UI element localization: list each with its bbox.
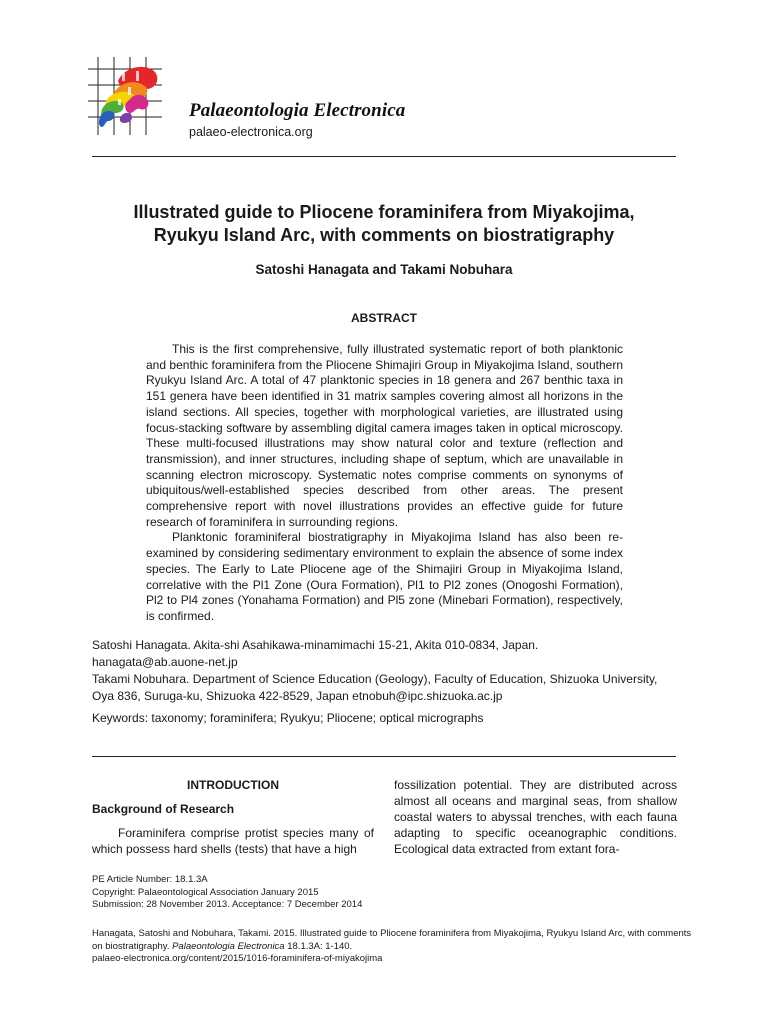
- article-authors: Satoshi Hanagata and Takami Nobuhara: [255, 262, 513, 277]
- article-title-line: Ryukyu Island Arc, with comments on biostratigraphy: [153, 225, 615, 245]
- citation-text: 18.1.3A: 1-140.: [284, 940, 353, 952]
- article-number: PE Article Number: 18.1.3A: [92, 874, 208, 885]
- article-metadata: [92, 874, 362, 912]
- abstract-paragraph: Planktonic foraminiferal biostratigraphy in Miyakojima Island has also been reexamined by considering sedimentary environment to explain the absence of some index species. The Early to Late Pliocene age of the Shimajiri Group in Miyakojima Island, correlative with the Pl1 Zone (Oura Formation), Pl1 to Pl2 zones (Onogoshi Formation), Pl2 to Pl4 zones (Yonahama Formation) and Pl5 zone (Minebari Formation), respectively, is confirmed.: [146, 530, 623, 623]
- affiliation-email[interactable]: hanagata@ab.auone-net.jp: [92, 655, 238, 669]
- body-column-right: [394, 777, 677, 857]
- journal-name: Palaeontologia Electronica: [189, 100, 406, 121]
- copyright: Copyright: Palaeontological Association January 2015: [92, 886, 319, 898]
- article-title: [92, 201, 676, 247]
- affiliation-line: Takami Nobuhara. Department of Science Education (Geology), Faculty of Education, Shizuoka University,: [92, 672, 658, 686]
- body-paragraph: Foraminifera comprise protist species many of which possess hard shells (tests) that have a high: [92, 826, 374, 856]
- citation-journal: Palaeontologia Electronica: [172, 940, 285, 952]
- section-divider: [92, 756, 676, 757]
- body-paragraph: fossilization potential. They are distributed across almost all oceans and marginal seas, from shallow coastal waters to abyssal trenches, with each fauna adapting to specific oceanographic conditions. Ecological data extracted from extant fora-: [394, 778, 677, 856]
- submission-dates: Submission: 28 November 2013. Acceptance: 7 December 2014: [92, 899, 363, 910]
- abstract-heading: ABSTRACT: [351, 311, 417, 325]
- journal-url[interactable]: palaeo-electronica.org: [189, 125, 313, 139]
- background-heading: Background of Research: [92, 802, 235, 816]
- article-title-line: Illustrated guide to Pliocene foraminifera from Miyakojima,: [133, 202, 635, 222]
- affiliation-line: Satoshi Hanagata. Akita-shi Asahikawa-minamimachi 15-21, Akita 010-0834, Japan.: [92, 638, 539, 652]
- citation-text: Hanagata, Satoshi and Nobuhara, Takami. 2015. Illustrated guide to Pliocene foraminifera from Miyakojima, Ryukyu Island Arc, with comments on biostratigraphy.: [92, 928, 692, 952]
- keywords: Keywords: taxonomy; foraminifera; Ryukyu; Pliocene; optical micrographs: [92, 711, 484, 725]
- abstract-paragraph: This is the first comprehensive, fully illustrated systematic report of both planktonic and benthic foraminifera from the Pliocene Shimajiri Group in Miyakojima Island, southern Ryukyu Island Arc. A total of 47 planktonic species in 18 genera and 267 benthic taxa in 151 genera have been identified in 31 matrix samples covering almost all horizons in the island sections. All species, together with morphological varieties, are illustrated using focus-stacking software by assembling digital camera images taken in optical microscopy. These multi-focused illustrations may show natural color and texture (reflection and transmission), and inner structures, including shape of septum, which are unavailable in scanning electron microscopy. Systematic notes comprise comments on synonyms of ubiquitous/well-established species described from other areas. The present comprehensive report with novel illustrations provides an effective guide for future research of foraminifera in surrounding regions.: [146, 342, 623, 529]
- header-divider: [92, 156, 676, 157]
- author-affiliations: [92, 637, 692, 705]
- palaeontologia-electronica-logo-icon: [88, 57, 178, 135]
- abstract-body: [146, 342, 623, 625]
- citation-url[interactable]: palaeo-electronica.org/content/2015/1016-foraminifera-of-miyakojima: [92, 953, 383, 964]
- affiliation-line: Oya 836, Suruga-ku, Shizuoka 422-8529, Japan etnobuh@ipc.shizuoka.ac.jp: [92, 689, 503, 703]
- body-column-left: [92, 777, 374, 857]
- citation: [92, 928, 692, 966]
- introduction-heading: INTRODUCTION: [187, 778, 279, 792]
